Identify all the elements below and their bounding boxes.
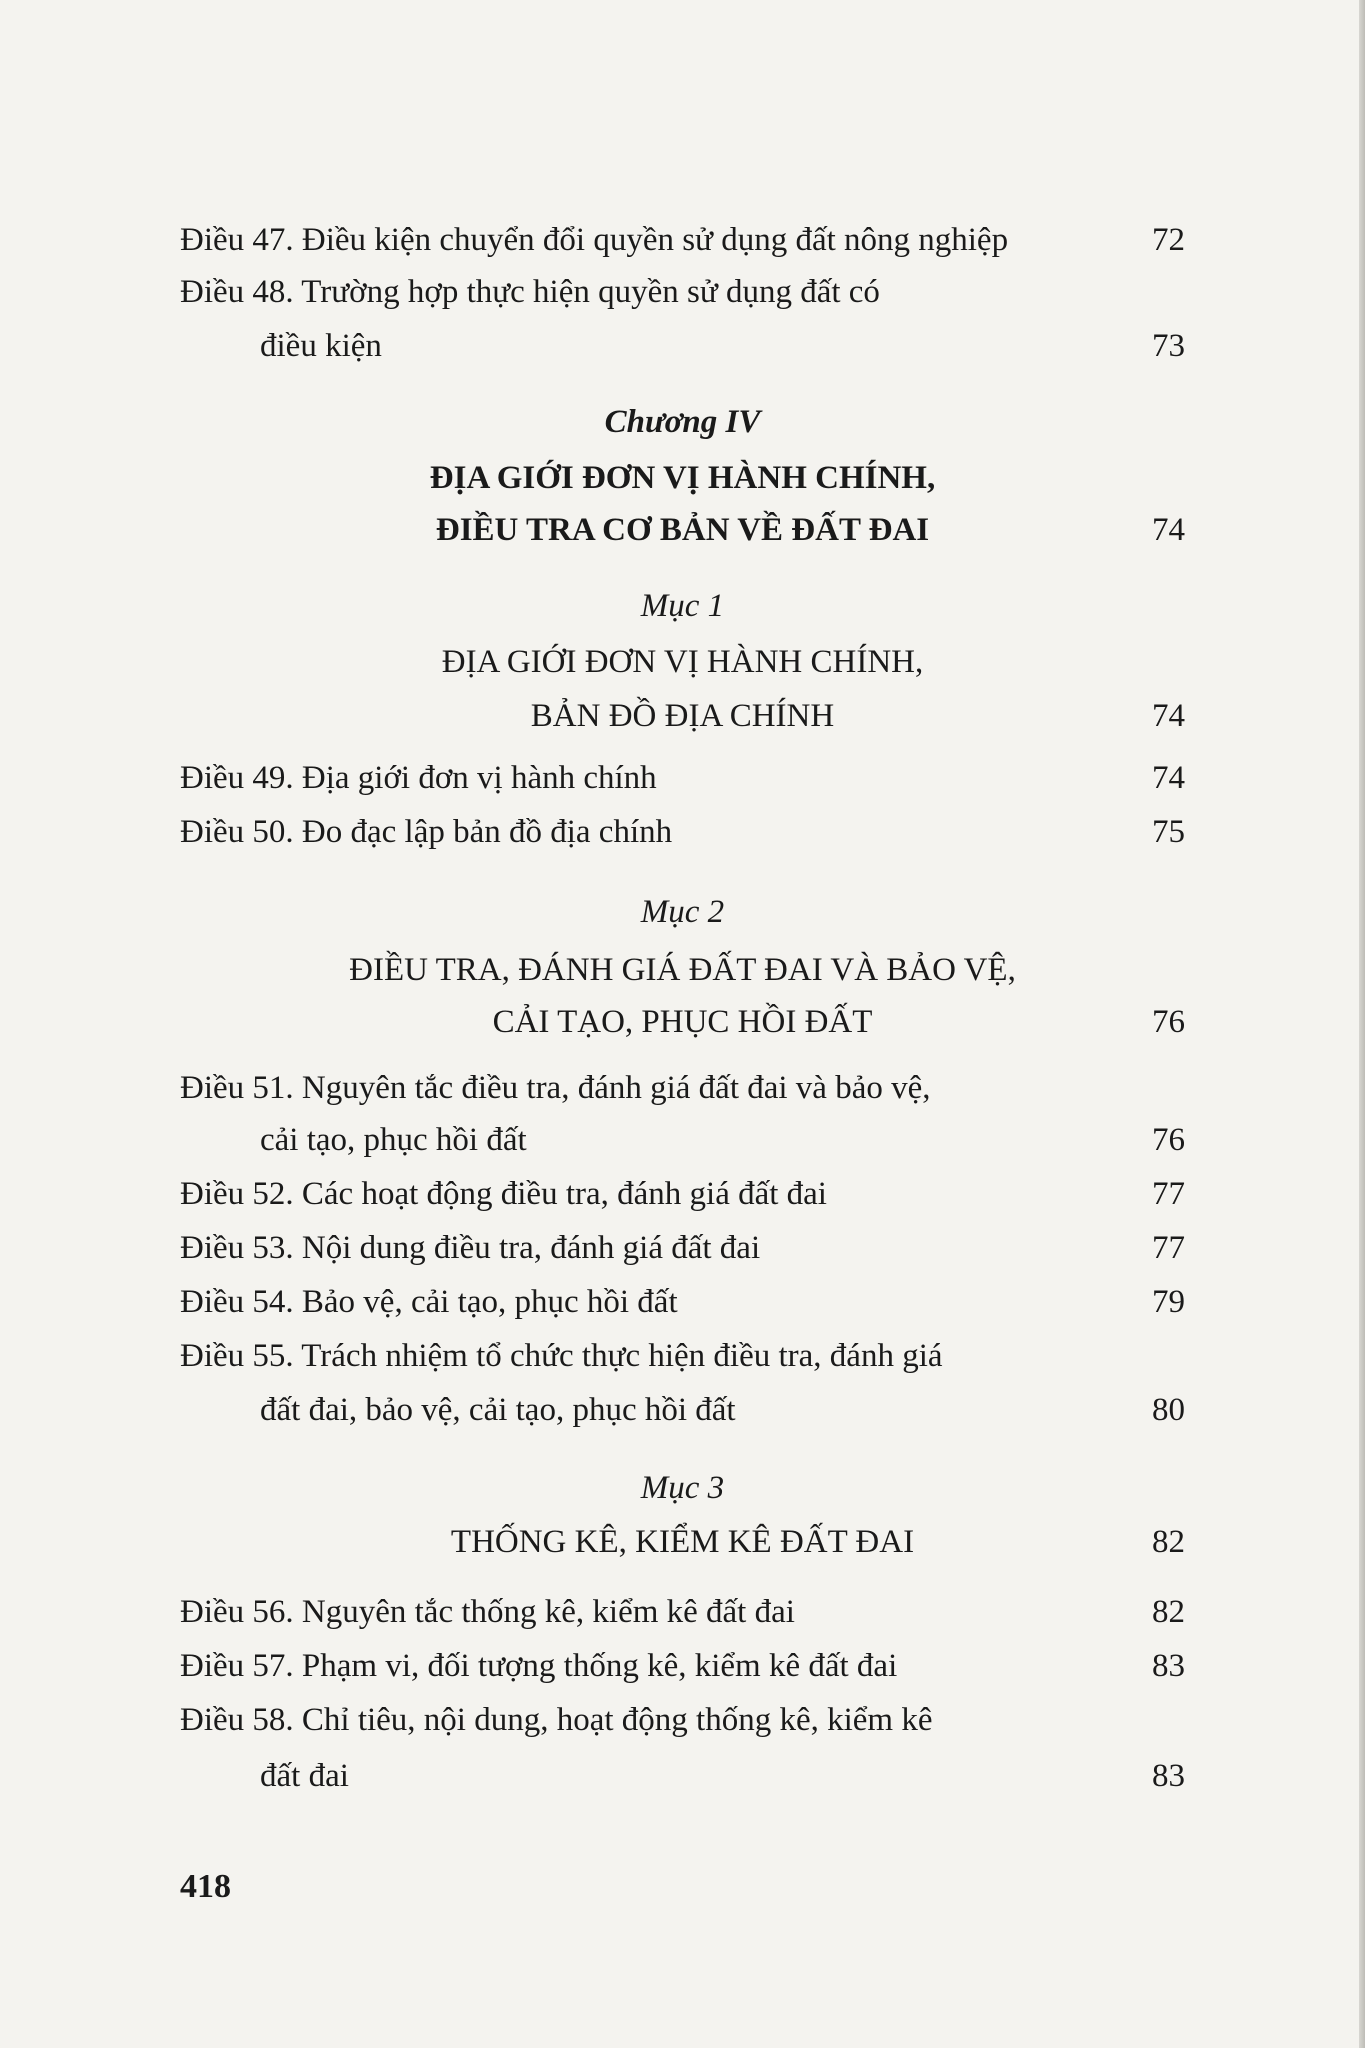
section-heading	[180, 694, 1185, 738]
entry-title: Điều 56. Nguyên tắc thống kê, kiểm kê đất đai	[180, 1594, 795, 1630]
section-heading-line: ĐIỀU TRA, ĐÁNH GIÁ ĐẤT ĐAI VÀ BẢO VỆ,	[349, 952, 1016, 988]
section-heading-line: ĐỊA GIỚI ĐƠN VỊ HÀNH CHÍNH,	[441, 644, 924, 680]
section-heading	[180, 948, 1185, 992]
entry-page: 77	[1152, 1230, 1185, 1266]
section-label	[180, 584, 1185, 628]
section-heading-line: BẢN ĐỒ ĐỊA CHÍNH	[530, 698, 835, 734]
section-title: Mục 1	[640, 588, 725, 624]
page-edge	[1359, 0, 1365, 2048]
entry-title: Điều 48. Trường hợp thực hiện quyền sử dụng đất có	[180, 274, 880, 310]
entry-page: 76	[1152, 1004, 1185, 1040]
section-heading	[180, 1000, 1185, 1044]
section-label	[180, 1466, 1185, 1510]
entry-title: đất đai	[260, 1758, 349, 1794]
entry-page: 82	[1152, 1524, 1185, 1560]
entry-title: đất đai, bảo vệ, cải tạo, phục hồi đất	[260, 1392, 736, 1428]
section-heading	[180, 1520, 1185, 1564]
chapter-heading	[180, 456, 1185, 500]
entry-page: 72	[1152, 222, 1185, 258]
entry-page: 76	[1152, 1122, 1185, 1158]
entry-page: 83	[1152, 1758, 1185, 1794]
entry-title: Điều 50. Đo đạc lập bản đồ địa chính	[180, 814, 673, 850]
entry-title: Điều 47. Điều kiện chuyển đổi quyền sử dụng đất nông nghiệp	[180, 222, 1009, 258]
section-title: Mục 2	[640, 894, 725, 930]
entry-title: Điều 52. Các hoạt động điều tra, đánh giá đất đai	[180, 1176, 827, 1212]
entry-page: 74	[1152, 760, 1185, 796]
entry-page: 74	[1152, 512, 1185, 548]
entry-title: Điều 49. Địa giới đơn vị hành chính	[180, 760, 657, 796]
chapter-heading-line: ĐỊA GIỚI ĐƠN VỊ HÀNH CHÍNH,	[429, 460, 936, 496]
entry-page: 83	[1152, 1648, 1185, 1684]
entry-page: 80	[1152, 1392, 1185, 1428]
chapter-heading	[180, 508, 1185, 552]
chapter-label	[180, 400, 1185, 444]
section-heading-line: THỐNG KÊ, KIỂM KÊ ĐẤT ĐAI	[450, 1524, 915, 1560]
entry-page: 77	[1152, 1176, 1185, 1212]
entry-title: Điều 55. Trách nhiệm tổ chức thực hiện điều tra, đánh giá	[180, 1338, 943, 1374]
section-heading-line: CẢI TẠO, PHỤC HỒI ĐẤT	[492, 1004, 873, 1040]
entry-page: 74	[1152, 698, 1185, 734]
page-number: 418	[180, 1868, 231, 1905]
entry-page: 73	[1152, 328, 1185, 364]
entry-title: Điều 54. Bảo vệ, cải tạo, phục hồi đất	[180, 1284, 678, 1320]
section-label	[180, 890, 1185, 934]
chapter-heading-line: ĐIỀU TRA CƠ BẢN VỀ ĐẤT ĐAI	[435, 512, 930, 548]
entry-title: Điều 53. Nội dung điều tra, đánh giá đất đai	[180, 1230, 761, 1266]
entry-page: 82	[1152, 1594, 1185, 1630]
entry-page: 79	[1152, 1284, 1185, 1320]
entry-page: 75	[1152, 814, 1185, 850]
entry-title: điều kiện	[260, 328, 382, 364]
entry-title: cải tạo, phục hồi đất	[260, 1122, 527, 1158]
section-title: Mục 3	[640, 1470, 725, 1506]
chapter-title: Chương IV	[604, 404, 761, 440]
entry-title: Điều 58. Chỉ tiêu, nội dung, hoạt động thống kê, kiểm kê	[180, 1702, 933, 1738]
section-heading	[180, 640, 1185, 684]
entry-title: Điều 51. Nguyên tắc điều tra, đánh giá đất đai và bảo vệ,	[180, 1070, 931, 1106]
entry-title: Điều 57. Phạm vi, đối tượng thống kê, kiểm kê đất đai	[180, 1648, 898, 1684]
